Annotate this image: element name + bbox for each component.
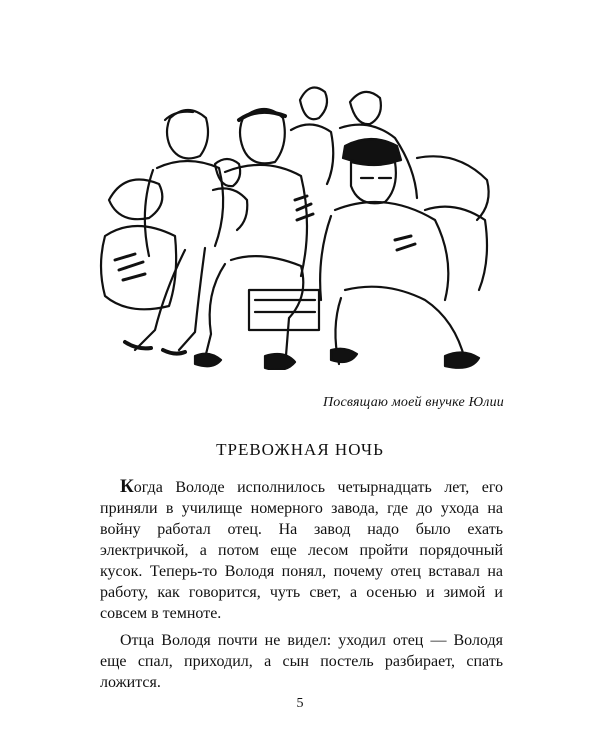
dedication: Посвящаю моей внучке Юлии [322,395,504,410]
body-text [100,476,503,699]
chapter-title: ТРЕВОЖНАЯ НОЧЬ [216,440,384,459]
initial-letter: К [120,476,134,497]
illustration-people-sitting [95,60,505,370]
page-number: 5 [296,696,304,711]
paragraph-2: Отца Володя почти не видел: уходил отец — Володя еще спал, приходил, а сын постель разбирает, спать ложится. [100,632,503,691]
paragraph-1-text: огда Володе исполнилось четырнадцать лет, его приняли в училище номерного завода, где до ухода на войну работал отец. На завод надо было ехать электричкой, а потом еще лесом пройти порядочный кусок. Теперь-то Володя понял, почему отец вставал на работу, как говорится, чуть свет, а осенью и зимой и совсем в темноте. [100,479,503,622]
paragraph-1 [100,476,503,624]
